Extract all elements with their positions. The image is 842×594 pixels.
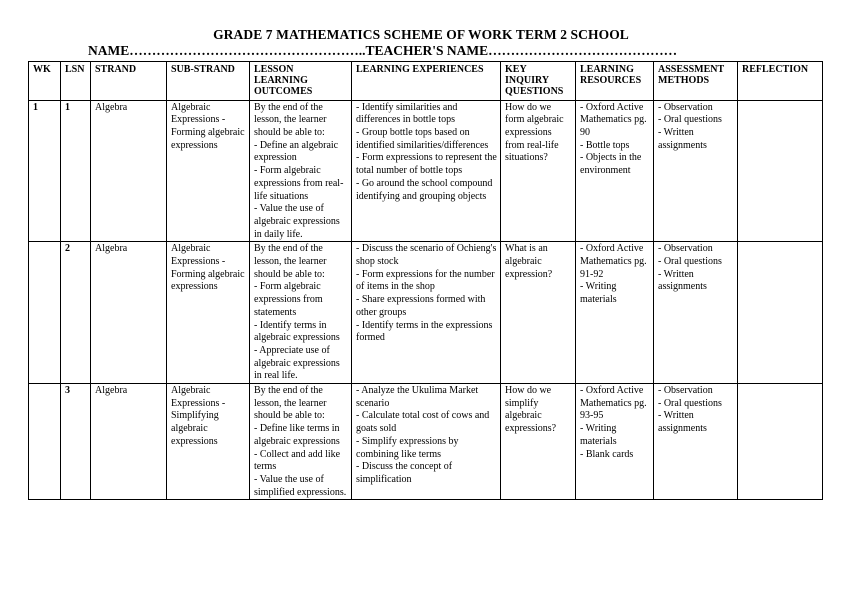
- cell-inquiry: How do we form algebraic expressions from real-life situations?: [501, 100, 576, 242]
- cell-line: - Identify terms in the expressions formed: [356, 319, 493, 344]
- header-strand: STRAND: [91, 62, 167, 101]
- cell-line: - Discuss the concept of simplification: [356, 461, 453, 485]
- cell-resources: [576, 100, 654, 242]
- cell-line: By the end of the lesson, the learner should be able to:: [254, 101, 327, 139]
- cell-line: - Oral questions: [658, 397, 722, 409]
- cell-outcomes: [250, 100, 352, 242]
- cell-line: By the end of the lesson, the learner should be able to:: [254, 243, 327, 280]
- cell-line: - Go around the school compound identifying and grouping objects: [356, 177, 493, 202]
- header-experiences: LEARNING EXPERIENCES: [352, 62, 501, 101]
- cell-resources: [576, 242, 654, 384]
- cell-wk: [29, 384, 61, 500]
- table-row: [29, 242, 823, 384]
- header-resources: LEARNING RESOURCES: [576, 62, 654, 101]
- cell-wk: 1: [29, 100, 61, 242]
- cell-assessment: [654, 100, 738, 242]
- cell-experiences: [352, 242, 501, 384]
- cell-line: - Oral questions: [658, 256, 722, 268]
- cell-line: - Bottle tops: [580, 139, 630, 151]
- cell-wk: [29, 242, 61, 384]
- scheme-of-work-table: [28, 61, 823, 500]
- cell-line: - Observation: [658, 101, 713, 113]
- cell-strand: Algebra: [91, 242, 167, 384]
- cell-line: - Observation: [658, 243, 713, 255]
- cell-sub-strand: Algebraic Expressions - Simplifying algebraic expressions: [167, 384, 250, 500]
- cell-line: - Form algebraic expressions from statements: [254, 281, 323, 318]
- cell-sub-strand: Algebraic Expressions - Forming algebraic expressions: [167, 100, 250, 242]
- cell-experiences: [352, 384, 501, 500]
- header-lsn: LSN: [61, 62, 91, 101]
- cell-line: - Observation: [658, 385, 713, 397]
- table-header-row: [29, 62, 823, 101]
- cell-reflection: [738, 242, 823, 384]
- cell-line: - Appreciate use of algebraic expressions in real life.: [254, 344, 340, 382]
- cell-line: - Oxford Active Mathematics pg. 90: [580, 101, 647, 139]
- cell-line: - Define an algebraic expression: [254, 139, 339, 164]
- table-row: [29, 384, 823, 500]
- cell-reflection: [738, 100, 823, 242]
- cell-line: - Value the use of algebraic expressions in daily life.: [254, 203, 340, 240]
- header-assessment: ASSESSMENT METHODS: [654, 62, 738, 101]
- cell-line: - Oral questions: [658, 114, 722, 126]
- cell-resources: [576, 384, 654, 500]
- cell-line: By the end of the lesson, the learner should be able to:: [254, 385, 327, 422]
- cell-line: - Share expressions formed with other groups: [356, 294, 486, 318]
- cell-sub-strand: Algebraic Expressions - Forming algebraic expressions: [167, 242, 250, 384]
- cell-line: - Value the use of simplified expressions.: [254, 474, 347, 498]
- table-body: [29, 100, 823, 500]
- cell-line: - Define like terms in algebraic expressions: [254, 423, 340, 447]
- document-title: GRADE 7 MATHEMATICS SCHEME OF WORK TERM 2 SCHOOL: [213, 27, 629, 42]
- header-inquiry: KEY INQUIRY QUESTIONS: [501, 62, 576, 101]
- cell-strand: Algebra: [91, 384, 167, 500]
- cell-line: - Written assignments: [658, 127, 707, 151]
- cell-line: - Written assignments: [658, 268, 707, 293]
- cell-line: - Form expressions to represent the total number of bottle tops: [356, 152, 497, 177]
- cell-inquiry: What is an algebraic expression?: [501, 242, 576, 384]
- cell-line: - Group bottle tops based on identified similarities/differences: [356, 127, 489, 151]
- cell-line: - Written assignments: [658, 410, 707, 435]
- header-wk: WK: [29, 62, 61, 101]
- cell-line: - Form expressions for the number of items in the shop: [356, 268, 495, 293]
- cell-line: - Writing materials: [580, 281, 617, 306]
- table-row: [29, 100, 823, 242]
- cell-strand: Algebra: [91, 100, 167, 242]
- cell-line: - Blank cards: [580, 448, 634, 460]
- cell-line: - Oxford Active Mathematics pg. 93-95: [580, 385, 647, 422]
- cell-assessment: [654, 242, 738, 384]
- cell-line: - Objects in the environment: [580, 152, 642, 177]
- cell-line: - Writing materials: [580, 423, 617, 447]
- cell-reflection: [738, 384, 823, 500]
- header-outcomes: LESSON LEARNING OUTCOMES: [250, 62, 352, 101]
- name-line: NAME……………………………………………..TEACHER'S NAME……………………………………: [88, 43, 678, 58]
- cell-outcomes: [250, 242, 352, 384]
- cell-line: - Calculate total cost of cows and goats sold: [356, 410, 490, 435]
- cell-line: - Discuss the scenario of Ochieng's shop stock: [356, 243, 497, 268]
- cell-inquiry: How do we simplify algebraic expressions?: [501, 384, 576, 500]
- header-reflection: REFLECTION: [738, 62, 823, 101]
- cell-line: - Simplify expressions by combining like terms: [356, 435, 459, 460]
- cell-lsn: 3: [61, 384, 91, 500]
- cell-outcomes: [250, 384, 352, 500]
- cell-line: - Oxford Active Mathematics pg. 91-92: [580, 243, 647, 280]
- header-sub-strand: SUB-STRAND: [167, 62, 250, 101]
- cell-lsn: 1: [61, 100, 91, 242]
- cell-lsn: 2: [61, 242, 91, 384]
- cell-line: - Identify terms in algebraic expressions: [254, 319, 340, 344]
- cell-assessment: [654, 384, 738, 500]
- cell-line: - Analyze the Ukulima Market scenario: [356, 385, 479, 409]
- cell-line: - Form algebraic expressions from real-life situations: [254, 165, 344, 202]
- cell-line: - Collect and add like terms: [254, 448, 341, 473]
- cell-line: - Identify similarities and differences in bottle tops: [356, 101, 458, 126]
- cell-experiences: [352, 100, 501, 242]
